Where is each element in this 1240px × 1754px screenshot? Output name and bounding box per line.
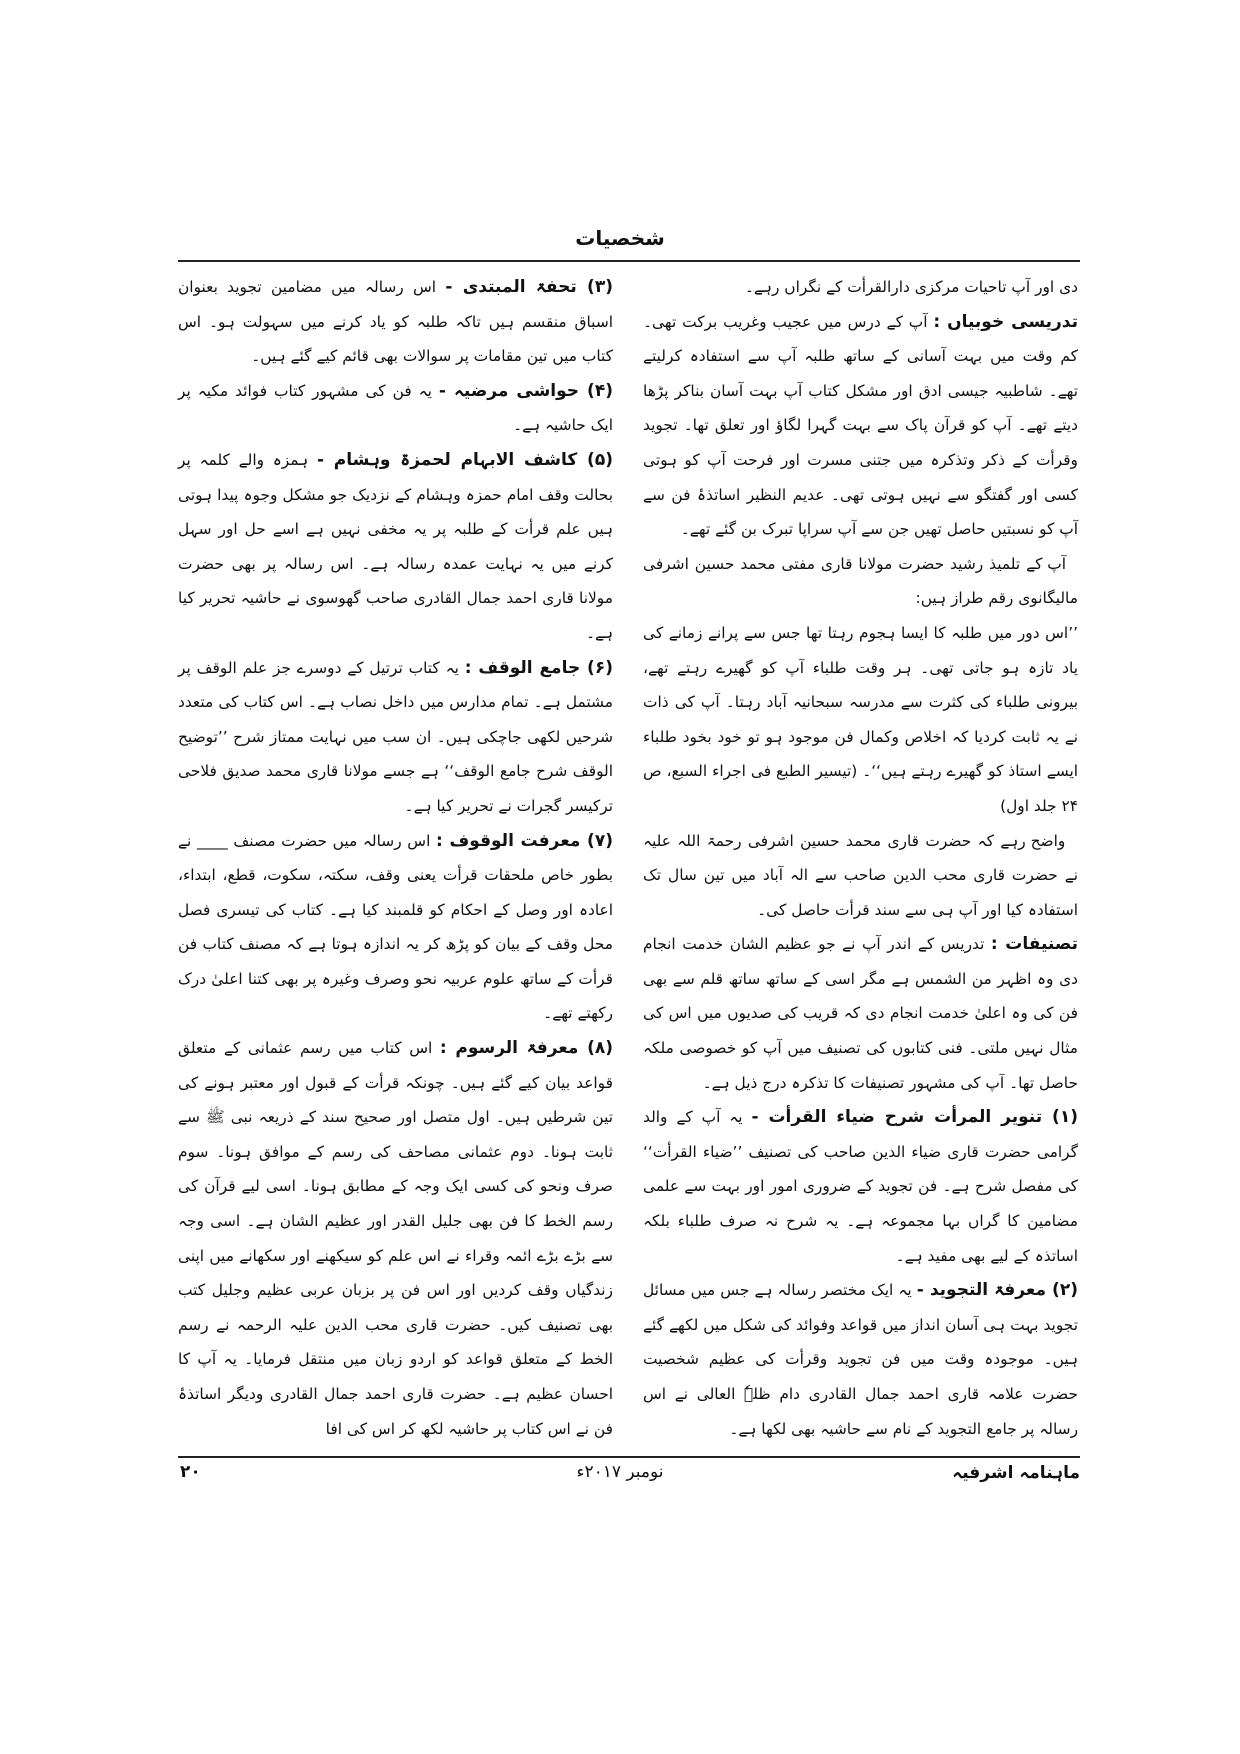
page-number: ۲۰: [180, 1462, 201, 1482]
paragraph: (۲) معرفۃ التجوید - یہ ایک مختصر رسالہ ہے جس میں مسائل تجوید بہت ہی آسان انداز میں قواعد وفوائد کی شکل میں لکھے گئے ہیں۔ موجودہ وقت میں فن تجوید وقرأت کی عظیم شخصیت حضرت علامہ قاری احمد جمال القادری دام ظلہٗ العالی نے اس رسالہ پر جامع التجوید کے نام سے حاشیہ بھی لکھا ہے۔: [643, 1280, 1078, 1438]
section-heading: (۴) حواشی مرضیہ -: [438, 380, 613, 401]
left-column: [178, 270, 613, 1446]
section-heading: (۳) تحفۃ المبتدی -: [445, 277, 613, 297]
paragraph: آپ کے تلمیذ رشید حضرت مولانا قاری مفتی محمد حسین اشرفی مالیگانوی رقم طراز ہیں:: [643, 554, 1078, 608]
paragraph: (۳) تحفۃ المبتدی - اس رسالہ میں مضامین تجوید بعنوان اسباق منقسم ہیں تاکہ طلبہ کو یاد کرنے میں سہولت ہو۔ اس کتاب میں تین مقامات پر سوالات بھی قائم کیے گئے ہیں۔: [178, 277, 613, 366]
paragraph: تدریسی خوبیاں : آپ کے درس میں عجیب وغریب برکت تھی۔ کم وقت میں بہت آسانی کے ساتھ طلبہ آپ سے استفادہ کرلیتے تھے۔ شاطبیہ جیسی ادق اور مشکل کتاب آپ بہت آسان بناکر پڑھا دیتے تھے۔ آپ کو قرآن پاک سے بہت گہرا لگاؤ اور تعلق تھا۔ تجوید وقرأت کے ذکر وتذکرہ میں جتنی مسرت اور فرحت آپ کو ہوتی کسی اور گفتگو سے نہیں ہوتی تھی۔ عدیم النظیر اساتذۂ فن سے آپ کو نسبتیں حاصل تھیں جن سے آپ سراپا تبرک بن گئے تھے۔: [643, 311, 1078, 539]
footer-magazine-name: ماہنامہ اشرفیہ: [952, 1463, 1080, 1483]
paragraph: (۵) کاشف الابہام لحمزۃ وہشام - ہمزہ والے کلمہ پر بحالت وقف امام حمزہ وہشام کے نزدیک جو مشکل وجوہ پیدا ہوتی ہیں علم قرأت کے طلبہ پر یہ مخفی نہیں ہے اسے حل اور سہل کرنے میں یہ نہایت عمدہ رسالہ ہے۔ اس رسالہ پر بھی حضرت مولانا قاری احمد جمال القادری صاحب گھوسوی نے حاشیہ تحریر کیا ہے۔: [178, 449, 613, 642]
section-heading: (۱) تنویر المرأت شرح ضیاء القرأت -: [751, 1107, 1078, 1128]
paragraph: (۸) معرفۃ الرسوم : اس کتاب میں رسم عثمانی کے متعلق قواعد بیان کیے گئے ہیں۔ چونکہ قرأت کے قبول اور معتبر ہونے کی تین شرطیں ہیں۔ اول متصل اور صحیح سند کے ذریعہ نبی ﷺ سے ثابت ہونا۔ دوم عثمانی مصاحف کی رسم کے موافق ہونا۔ سوم صرف ونحو کی کسی ایک وجہ کے مطابق ہونا۔ اسی لیے قرآن کی رسم الخط کا فن بھی جلیل القدر اور عظیم الشان ہے۔ اسی وجہ سے بڑے بڑے ائمہ وقراء نے اس علم کو سیکھنے اور سکھانے میں اپنی زندگیاں وقف کردیں اور اس فن پر بزبان عربی عظیم وجلیل کتب بھی تصنیف کیں۔ حضرت قاری محب الدین علیہ الرحمہ نے رسم الخط کے متعلق قواعد کو اردو زبان میں منتقل فرمایا۔ یہ آپ کا احسان عظیم ہے۔ حضرت قاری احمد جمال القادری ودیگر اساتذۂ فن نے اس کتاب پر حاشیہ لکھ کر اس کی افا: [178, 1038, 614, 1438]
section-heading: (۵) کاشف الابہام لحمزۃ وہشام -: [316, 449, 613, 470]
paragraph: (۴) حواشی مرضیہ - یہ فن کی مشہور کتاب فوائد مکیہ پر ایک حاشیہ ہے۔: [178, 380, 613, 435]
paragraph: تصنیفات : تدریس کے اندر آپ نے جو عظیم الشان خدمت انجام دی وہ اظہر من الشمس ہے مگر اسی کے ساتھ ساتھ قلم سے بھی فن کی وہ اعلیٰ خدمت انجام دی کہ قریب کی صدیوں میں اس کی مثال نہیں ملتی۔ فنی کتابوں کی تصنیف میں آپ کو خصوصی ملکہ حاصل تھا۔ آپ کی مشہور تصنیفات کا تذکرہ درج ذیل ہے۔: [643, 934, 1078, 1092]
section-heading: (۸) معرفۃ الرسوم :: [439, 1038, 614, 1059]
section-heading: (۷) معرفت الوقوف :: [436, 830, 613, 851]
page-header: شخصیات: [575, 226, 665, 250]
footer-date: نومبر ۲۰۱۷ء: [576, 1462, 664, 1482]
section-heading: (۶) جامع الوقف :: [464, 657, 614, 678]
section-heading: (۲) معرفۃ التجوید -: [916, 1280, 1078, 1301]
quote-paragraph: ’’اس دور میں طلبہ کا ایسا ہجوم رہتا تھا جس سے پرانے زمانے کی یاد تازہ ہو جاتی تھی۔ ہر وقت طلباء آپ کو گھیرے رہتے تھے، بیرونی طلباء کی کثرت سے مدرسہ سبحانیہ آباد رہتا۔ آپ کی ذات نے یہ ثابت کردیا کہ اخلاص وکمال فن موجود ہو تو خود بخود طلباء ایسے استاذ کو گھیرے رہتے ہیں‘‘۔ (تیسیر الطبع فی اجراء السبع، ص ۲۴ جلد اول): [643, 623, 1078, 815]
paragraph: (۱) تنویر المرأت شرح ضیاء القرأت - یہ آپ کے والد گرامی حضرت قاری ضیاء الدین صاحب کی تصنیف ’’ضیاء القرأت‘‘ کی مفصل شرح ہے۔ فن تجوید کے ضروری امور اور بہت سے علمی مضامین کا گراں بہا مجموعہ ہے۔ یہ شرح نہ صرف طلباء بلکہ اساتذہ کے لیے بھی مفید ہے۔: [643, 1107, 1078, 1265]
paragraph: دی اور آپ تاحیات مرکزی دارالقرأت کے نگراں رہے۔: [744, 278, 1078, 296]
footer-rule: [178, 1456, 1080, 1458]
header-rule: [178, 260, 1080, 262]
section-heading: تصنیفات :: [990, 934, 1078, 955]
right-column: [643, 270, 1078, 1446]
paragraph: (۷) معرفت الوقوف : اس رسالہ میں حضرت مصنف ____ نے بطور خاص ملحقات قرأت یعنی وقف، سکتہ، سکوت، قطع، ابتداء، اعادہ اور وصل کے احکام کو قلمبند کیا ہے۔ کتاب کی تیسری فصل محل وقف کے بیان کو پڑھ کر یہ اندازہ ہوتا ہے کہ مصنف کتاب فن قرأت کے ساتھ علوم عربیہ نحو وصرف وغیرہ پر بھی کتنا اعلیٰ درک رکھتے تھے۔: [178, 830, 613, 1023]
paragraph: (۶) جامع الوقف : یہ کتاب ترتیل کے دوسرے جز علم الوقف پر مشتمل ہے۔ تمام مدارس میں داخل نصاب ہے۔ اس کتاب کی متعدد شرحیں لکھی جاچکی ہیں۔ ان سب میں نہایت ممتاز شرح ’’توضیح الوقف شرح جامع الوقف‘‘ ہے جسے مولانا قاری محمد صدیق فلاحی ترکیسر گجرات نے تحریر کیا ہے۔: [178, 657, 614, 815]
paragraph: واضح رہے کہ حضرت قاری محمد حسین اشرفی رحمۃ اللہ علیہ نے حضرت قاری محب الدین صاحب سے الہ آباد میں تین سال تک استفادہ کیا اور آپ ہی سے سند قرأت حاصل کی۔: [643, 831, 1078, 919]
section-heading: تدریسی خوبیاں :: [933, 311, 1078, 332]
